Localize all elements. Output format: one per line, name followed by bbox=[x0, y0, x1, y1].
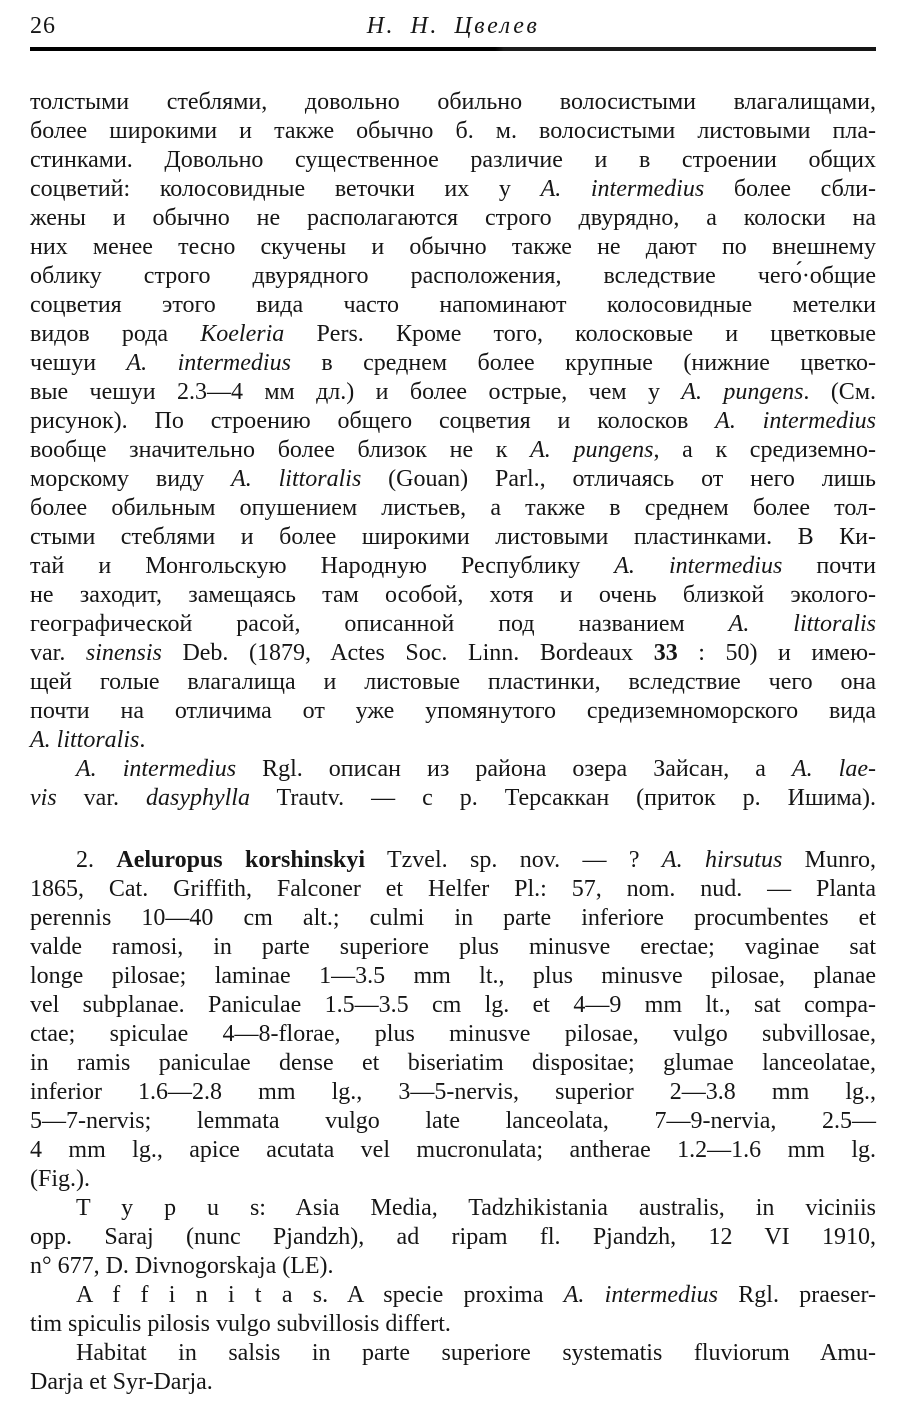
text-run: более сбли- bbox=[704, 176, 877, 202]
text-run: щей голые влагалища и листовые пластинки, вследствие чего она bbox=[30, 669, 876, 695]
text-run: 2. bbox=[76, 847, 117, 873]
text-run: longe pilosae; laminae 1—3.5 mm lt., plus minusve pilosae, planae bbox=[30, 963, 876, 989]
text-line bbox=[30, 610, 876, 639]
text-run: n° 677, D. Divnogorskaja (LE). bbox=[30, 1253, 334, 1279]
paragraph bbox=[30, 846, 876, 1194]
text-run: соцветий: колосовидные веточки их у bbox=[30, 176, 541, 202]
text-line bbox=[30, 1165, 876, 1194]
text-line bbox=[30, 1339, 876, 1368]
text-run: opp. Saraj (nunc Pjandzh), ad ripam fl. Pjandzh, 12 VI 1910, bbox=[30, 1224, 876, 1250]
text-line bbox=[30, 407, 876, 436]
text-line bbox=[30, 991, 876, 1020]
text-run: Darja et Syr-Darja. bbox=[30, 1369, 213, 1395]
page-header bbox=[30, 12, 876, 40]
text-line bbox=[30, 117, 876, 146]
text-line bbox=[30, 233, 876, 262]
page-body bbox=[30, 88, 876, 1397]
text-line bbox=[30, 933, 876, 962]
text-run: географической расой, описанной под названием bbox=[30, 611, 729, 637]
italic-run: A. hirsutus bbox=[661, 847, 783, 873]
text-line bbox=[30, 1310, 876, 1339]
bold-run: 33 bbox=[653, 640, 678, 666]
text-line bbox=[30, 465, 876, 494]
italic-run: sinensis bbox=[85, 640, 162, 666]
text-run: в среднем более крупные (нижние цветко- bbox=[290, 350, 877, 376]
text-run: . bbox=[139, 727, 146, 753]
header-rule bbox=[30, 47, 876, 51]
text-line bbox=[30, 349, 876, 378]
text-line bbox=[30, 1049, 876, 1078]
text-run: 1865, Cat. Griffith, Falconer et Helfer Pl.: 57, nom. nud. — Planta bbox=[30, 876, 876, 902]
text-run: Pers. Кроме того, колосковые и цветковые bbox=[284, 321, 876, 347]
text-run: Rgl. praeser- bbox=[718, 1282, 877, 1308]
text-run: Trautv. — с р. Терсаккан (приток р. Ишима). bbox=[249, 785, 876, 811]
text-line bbox=[30, 668, 876, 697]
italic-run: A. littoralis bbox=[231, 466, 362, 492]
text-line bbox=[30, 1223, 876, 1252]
italic-run: A. pungens bbox=[681, 379, 804, 405]
text-run: : 50) и имею- bbox=[677, 640, 876, 666]
text-line bbox=[30, 291, 876, 320]
italic-run: A. intermedius bbox=[540, 176, 705, 202]
text-run: vel subplanae. Paniculae 1.5—3.5 cm lg. et 4—9 mm lt., sat compa- bbox=[30, 992, 876, 1018]
text-run: Rgl. описан из района озера Зайсан, а bbox=[236, 756, 792, 782]
text-run: (Gouan) Parl., отличаясь от него лишь bbox=[361, 466, 876, 492]
text-line bbox=[30, 846, 876, 875]
paragraph bbox=[30, 755, 876, 813]
text-run: облику строго двурядного расположения, вследствие чего́·общие bbox=[30, 263, 876, 289]
text-run: тай и Монгольскую Народную Республику bbox=[30, 553, 615, 579]
text-line bbox=[30, 175, 876, 204]
text-run: inferior 1.6—2.8 mm lg., 3—5-nervis, superior 2—3.8 mm lg., bbox=[30, 1079, 876, 1105]
text-run: in ramis paniculae dense et biseriatim dispositae; glumae lanceolatae, bbox=[30, 1050, 876, 1076]
text-line bbox=[30, 1136, 876, 1165]
text-run: толстыми стеблями, довольно обильно волосистыми влагалищами, bbox=[30, 89, 876, 115]
italic-run: A. intermedius bbox=[715, 408, 876, 434]
text-run: Habitat in salsis in parte superiore systematis fluviorum Amu- bbox=[76, 1340, 876, 1366]
text-run: соцветия этого вида часто напоминают колосовидные метелки bbox=[30, 292, 876, 318]
text-line bbox=[30, 784, 876, 813]
text-line bbox=[30, 88, 876, 117]
italic-run: A. littoralis bbox=[728, 611, 876, 637]
italic-run: A. intermedius bbox=[563, 1282, 719, 1308]
text-line bbox=[30, 726, 876, 755]
text-run: ctae; spiculae 4—8-florae, plus minusve pilosae, vulgo subvillosae, bbox=[30, 1021, 876, 1047]
text-run: стыми стеблями и более широкими листовыми пластинками. В Ки- bbox=[30, 524, 876, 550]
text-run: более широкими и также обычно б. м. волосистыми листовыми пла- bbox=[30, 118, 876, 144]
italic-run: A. intermedius bbox=[126, 350, 291, 376]
text-line bbox=[30, 262, 876, 291]
italic-run: A. intermedius bbox=[76, 756, 237, 782]
page-number: 26 bbox=[30, 13, 56, 39]
text-line bbox=[30, 755, 876, 784]
text-run: var. bbox=[56, 785, 146, 811]
text-run: них менее тесно скучены и обычно также не дают по внешнему bbox=[30, 234, 876, 260]
text-line bbox=[30, 320, 876, 349]
paragraph bbox=[30, 1339, 876, 1397]
text-run: видов рода bbox=[30, 321, 201, 347]
text-run: . (См. bbox=[803, 379, 877, 405]
text-run: Deb. (1879, Actes Soc. Linn. Bordeaux bbox=[161, 640, 654, 666]
text-run: вообще значительно более близок не к bbox=[30, 437, 531, 463]
text-run: стинками. Довольно существенное различие и в строении общих bbox=[30, 147, 876, 173]
text-run: T y p u s: Asia Media, Tadzhikistania australis, in viciniis bbox=[76, 1195, 876, 1221]
text-run: 5—7-nervis; lemmata vulgo late lanceolata, 7—9-nervia, 2.5— bbox=[30, 1108, 876, 1134]
text-line bbox=[30, 378, 876, 407]
text-run: рисунок). По строению общего соцветия и колосков bbox=[30, 408, 716, 434]
text-run: почти на отличима от уже упомянутого средиземноморского вида bbox=[30, 698, 876, 724]
text-line bbox=[30, 204, 876, 233]
text-line bbox=[30, 494, 876, 523]
italic-run: A. littoralis bbox=[30, 727, 140, 753]
text-run: Munro, bbox=[782, 847, 877, 873]
text-line bbox=[30, 639, 876, 668]
text-run: valde ramosi, in parte superiore plus minusve erectae; vaginae sat bbox=[30, 934, 876, 960]
italic-run: A. lae- bbox=[791, 756, 876, 782]
text-run: 4 mm lg., apice acutata vel mucronulata; antherae 1.2—1.6 mm lg. bbox=[30, 1137, 876, 1163]
text-run: не заходит, замещаясь там особой, хотя и очень близкой эколого- bbox=[30, 582, 876, 608]
text-line bbox=[30, 697, 876, 726]
text-run: tim spiculis pilosis vulgo subvillosis differt. bbox=[30, 1311, 451, 1337]
text-line bbox=[30, 1252, 876, 1281]
paragraph bbox=[30, 1281, 876, 1339]
text-run: жены и обычно не располагаются строго двурядно, а колоски на bbox=[30, 205, 876, 231]
text-line bbox=[30, 962, 876, 991]
text-line bbox=[30, 1078, 876, 1107]
bold-run: Aeluropus korshinskyi bbox=[116, 847, 366, 873]
text-run: Tzvel. sp. nov. — ? bbox=[365, 847, 662, 873]
italic-run: dasyphylla bbox=[145, 785, 250, 811]
text-line bbox=[30, 1368, 876, 1397]
text-line bbox=[30, 552, 876, 581]
text-run: (Fig.). bbox=[30, 1166, 90, 1192]
italic-run: vis bbox=[30, 785, 57, 811]
text-line bbox=[30, 1020, 876, 1049]
text-line bbox=[30, 581, 876, 610]
italic-run: A. pungens bbox=[530, 437, 654, 463]
italic-run: A. intermedius bbox=[614, 553, 783, 579]
paragraph bbox=[30, 88, 876, 755]
running-head: Н. Н. Цвелев bbox=[366, 13, 540, 39]
italic-run: Koeleria bbox=[200, 321, 285, 347]
text-line bbox=[30, 904, 876, 933]
paragraph bbox=[30, 1194, 876, 1281]
text-line bbox=[30, 146, 876, 175]
text-line bbox=[30, 1194, 876, 1223]
text-line bbox=[30, 436, 876, 465]
text-run: , а к средиземно- bbox=[653, 437, 876, 463]
text-run: более обильным опушением листьев, а также в среднем более тол- bbox=[30, 495, 876, 521]
text-run: perennis 10—40 cm alt.; culmi in parte inferiore procumbentes et bbox=[30, 905, 876, 931]
text-run: вые чешуи 2.3—4 мм дл.) и более острые, чем у bbox=[30, 379, 682, 405]
text-run: A f f i n i t a s. A specie proxima bbox=[76, 1282, 564, 1308]
text-line bbox=[30, 1107, 876, 1136]
text-run: почти bbox=[782, 553, 876, 579]
text-line bbox=[30, 875, 876, 904]
text-run: морскому виду bbox=[30, 466, 232, 492]
text-line bbox=[30, 523, 876, 552]
text-run: var. bbox=[30, 640, 86, 666]
text-run: чешуи bbox=[30, 350, 127, 376]
text-line bbox=[30, 1281, 876, 1310]
